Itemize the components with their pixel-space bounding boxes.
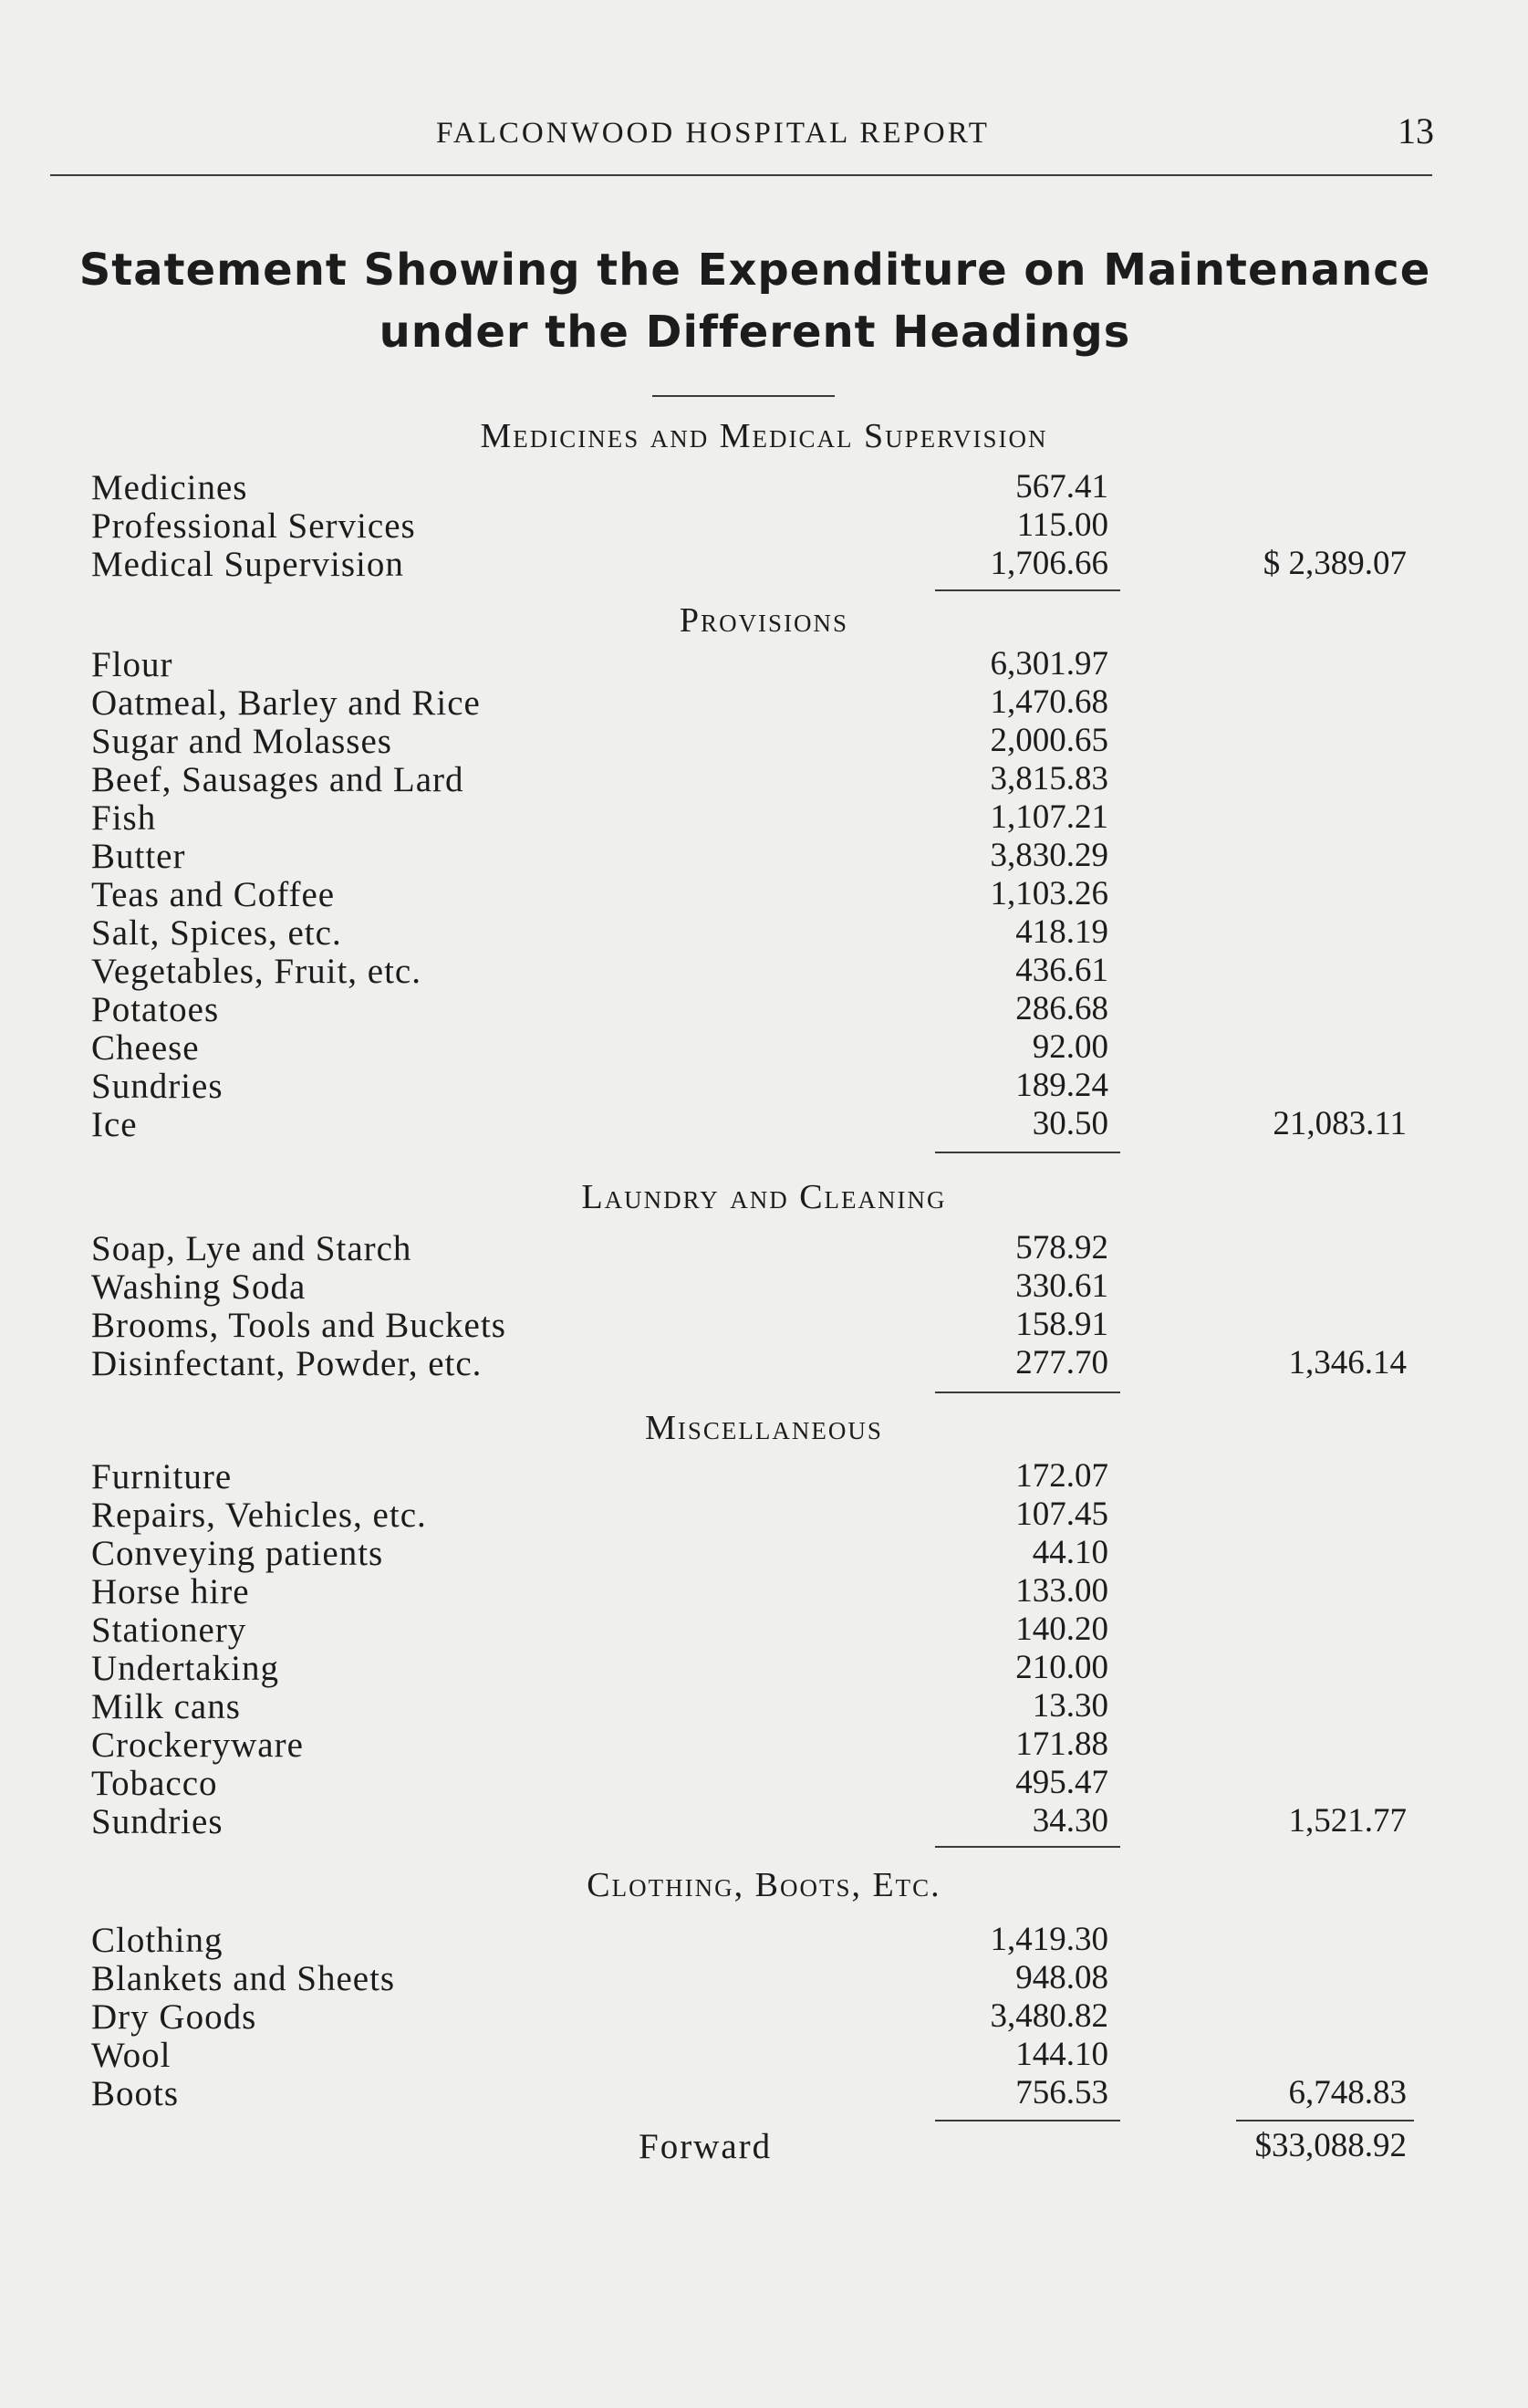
item-label: Sundries [91, 1802, 223, 1841]
item-label: Cheese [91, 1028, 200, 1068]
item-label: Dry Goods [91, 1997, 257, 2037]
item-label: Disinfectant, Powder, etc. [91, 1344, 483, 1383]
table-row [0, 544, 1528, 582]
item-label: Beef, Sausages and Lard [91, 760, 464, 799]
item-label: Blankets and Sheets [91, 1959, 396, 1998]
item-amount: 107.45 [1015, 1496, 1108, 1533]
item-label: Conveying patients [91, 1534, 384, 1573]
item-label: Potatoes [91, 990, 220, 1029]
table-row [0, 1267, 1528, 1305]
table-row [0, 1801, 1528, 1840]
item-label: Repairs, Vehicles, etc. [91, 1496, 427, 1535]
item-label: Medicines [91, 468, 248, 507]
subtotal-rule [935, 1152, 1120, 1153]
item-amount: 30.50 [1032, 1105, 1108, 1142]
total-rule [1236, 2120, 1414, 2121]
item-amount: 1,419.30 [990, 1921, 1108, 1958]
title-line-2: under the Different Headings [379, 307, 1131, 358]
item-label: Sugar and Molasses [91, 722, 392, 761]
item-amount: 115.00 [1016, 506, 1108, 544]
item-label: Medical Supervision [91, 545, 404, 584]
table-row [0, 1725, 1528, 1763]
forward-total: $33,088.92 [1254, 2127, 1407, 2164]
item-amount: 92.00 [1032, 1028, 1108, 1066]
section-total: 1,521.77 [1288, 1802, 1407, 1840]
running-header [0, 109, 1528, 155]
item-amount: 34.30 [1032, 1802, 1108, 1840]
table-row [0, 467, 1528, 506]
table-row [0, 1648, 1528, 1686]
item-amount: 172.07 [1015, 1457, 1108, 1495]
table-row [0, 874, 1528, 912]
item-amount: 1,706.66 [990, 545, 1108, 582]
item-label: Undertaking [91, 1649, 279, 1688]
item-label: Fish [91, 798, 157, 838]
item-amount: 13.30 [1032, 1687, 1108, 1725]
table-row [0, 836, 1528, 874]
table-row [0, 1996, 1528, 2035]
item-amount: 436.61 [1015, 952, 1108, 989]
item-amount: 286.68 [1015, 990, 1108, 1027]
table-row [0, 1958, 1528, 1996]
subtotal-rule [935, 1846, 1120, 1848]
table-row [0, 1495, 1528, 1533]
table-row [0, 2073, 1528, 2111]
item-amount: 133.00 [1015, 1572, 1108, 1610]
item-label: Flour [91, 645, 173, 684]
item-amount: 158.91 [1015, 1306, 1108, 1343]
section-total: $ 2,389.07 [1263, 545, 1407, 582]
item-amount: 144.10 [1015, 2036, 1108, 2073]
item-label: Brooms, Tools and Buckets [91, 1306, 506, 1345]
item-amount: 3,815.83 [990, 760, 1108, 797]
item-amount: 277.70 [1015, 1344, 1108, 1381]
page-number: 13 [1398, 110, 1434, 151]
item-label: Vegetables, Fruit, etc. [91, 952, 421, 991]
subtotal-rule [935, 1392, 1120, 1393]
table-row [0, 1104, 1528, 1142]
header-rule [50, 174, 1432, 176]
table-row [0, 759, 1528, 797]
section-heading-medicines: Medicines and Medical Supervision [480, 417, 1048, 455]
table-row [0, 1305, 1528, 1343]
table-row [0, 2035, 1528, 2073]
item-label: Horse hire [91, 1572, 250, 1611]
item-label: Salt, Spices, etc. [91, 913, 342, 953]
table-row [0, 797, 1528, 836]
item-label: Oatmeal, Barley and Rice [91, 683, 481, 723]
forward-row [0, 2126, 1528, 2164]
table-row [0, 1610, 1528, 1648]
item-amount: 418.19 [1015, 913, 1108, 951]
item-label: Butter [91, 837, 186, 876]
item-amount: 1,470.68 [990, 683, 1108, 721]
item-label: Soap, Lye and Starch [91, 1229, 412, 1268]
item-amount: 3,830.29 [990, 837, 1108, 874]
section-heading-provisions: Provisions [679, 601, 849, 640]
table-row [0, 989, 1528, 1027]
item-label: Milk cans [91, 1687, 241, 1726]
item-label: Furniture [91, 1457, 233, 1496]
item-amount: 2,000.65 [990, 722, 1108, 759]
table-row [0, 1066, 1528, 1104]
item-amount: 567.41 [1015, 468, 1108, 506]
running-title: FALCONWOOD HOSPITAL REPORT [436, 117, 990, 150]
table-row [0, 644, 1528, 683]
item-label: Ice [91, 1105, 138, 1144]
item-amount: 140.20 [1015, 1611, 1108, 1648]
item-amount: 1,103.26 [990, 875, 1108, 912]
item-amount: 1,107.21 [990, 798, 1108, 836]
table-row [0, 721, 1528, 759]
table-row [0, 1228, 1528, 1267]
title-rule [652, 395, 835, 397]
section-total: 21,083.11 [1273, 1105, 1407, 1142]
section-heading-miscellaneous: Miscellaneous [645, 1409, 883, 1447]
item-label: Wool [91, 2036, 172, 2075]
item-amount: 189.24 [1015, 1067, 1108, 1104]
item-label: Teas and Coffee [91, 875, 336, 914]
subtotal-rule [935, 2120, 1120, 2121]
table-row [0, 912, 1528, 951]
item-amount: 578.92 [1015, 1229, 1108, 1267]
table-row [0, 506, 1528, 544]
item-label: Sundries [91, 1067, 223, 1106]
section-total: 1,346.14 [1288, 1344, 1407, 1381]
table-row [0, 683, 1528, 721]
table-row [0, 951, 1528, 989]
item-amount: 756.53 [1015, 2074, 1108, 2111]
table-row [0, 1027, 1528, 1066]
page-title [55, 239, 1455, 363]
table-row [0, 1686, 1528, 1725]
subtotal-rule [935, 589, 1120, 591]
item-label: Crockeryware [91, 1725, 304, 1765]
item-amount: 495.47 [1015, 1764, 1108, 1801]
item-amount: 6,301.97 [990, 645, 1108, 683]
item-amount: 330.61 [1015, 1267, 1108, 1305]
table-row [0, 1533, 1528, 1571]
item-label: Professional Services [91, 506, 416, 546]
title-line-1: Statement Showing the Expenditure on Maintenance [78, 245, 1431, 296]
section-total: 6,748.83 [1288, 2074, 1407, 2111]
forward-label: Forward [639, 2127, 773, 2166]
table-row [0, 1343, 1528, 1381]
item-label: Stationery [91, 1611, 247, 1650]
item-label: Boots [91, 2074, 180, 2113]
section-heading-laundry: Laundry and Cleaning [581, 1178, 947, 1216]
item-amount: 44.10 [1032, 1534, 1108, 1571]
item-amount: 3,480.82 [990, 1997, 1108, 2035]
table-row [0, 1456, 1528, 1495]
item-label: Clothing [91, 1921, 223, 1960]
item-amount: 171.88 [1015, 1725, 1108, 1763]
section-heading-clothing: Clothing, Boots, Etc. [587, 1866, 941, 1904]
item-label: Tobacco [91, 1764, 218, 1803]
table-row [0, 1763, 1528, 1801]
item-amount: 210.00 [1015, 1649, 1108, 1686]
item-label: Washing Soda [91, 1267, 307, 1307]
item-amount: 948.08 [1015, 1959, 1108, 1996]
table-row [0, 1571, 1528, 1610]
table-row [0, 1920, 1528, 1958]
